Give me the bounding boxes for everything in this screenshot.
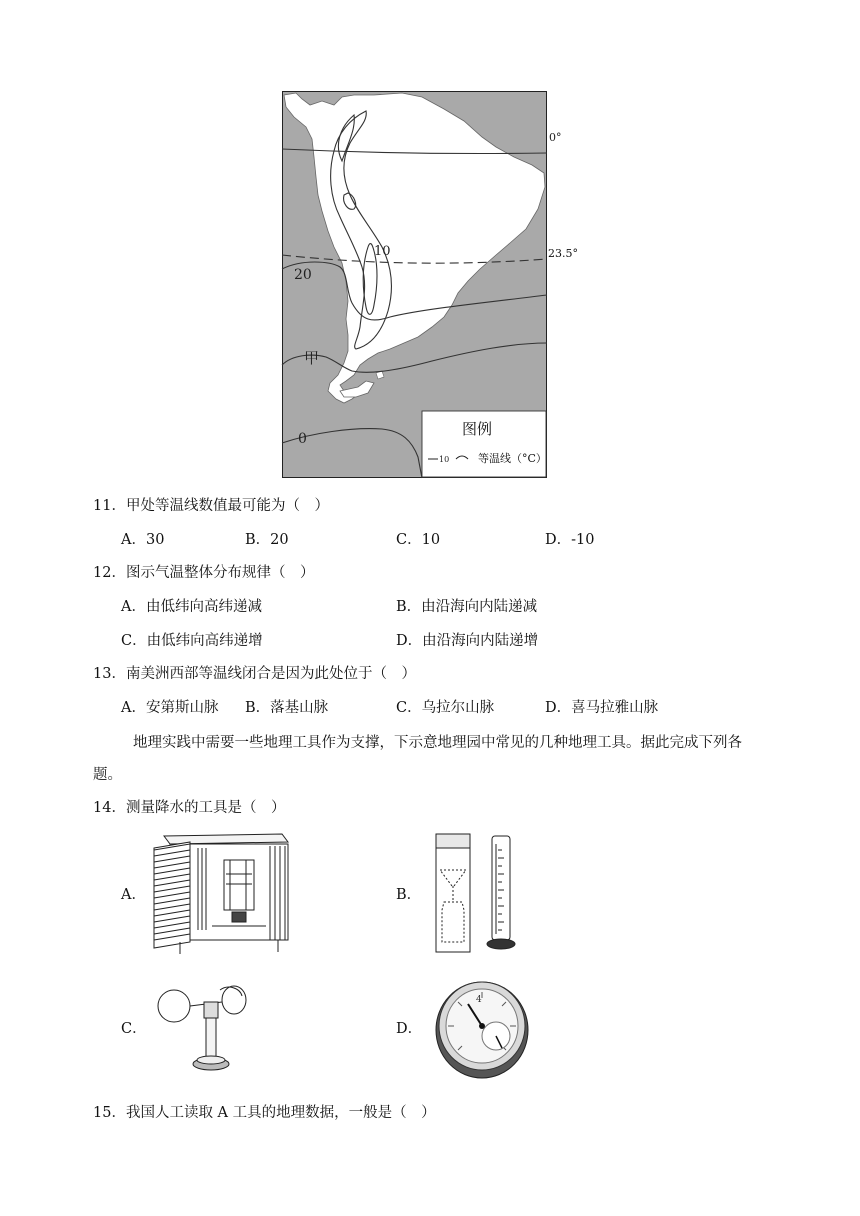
option-c-label[interactable]: C． <box>121 1021 147 1037</box>
option-b-label[interactable]: B． <box>396 887 422 903</box>
option-d[interactable]: D．喜马拉雅山脉 <box>545 700 659 716</box>
option-b[interactable]: B．由沿海向内陆递减 <box>396 599 538 615</box>
rain-gauge-image[interactable] <box>432 830 532 956</box>
legend-sample-value: 10 <box>439 455 450 464</box>
question-text: 图示气温整体分布规律（ ） <box>125 565 315 581</box>
option-a[interactable]: A．由低纬向高纬递减 <box>121 599 262 615</box>
question-text: 我国人工读取 A 工具的地理数据，一般是（ ） <box>125 1105 436 1121</box>
option-c[interactable]: C．10 <box>396 532 441 548</box>
question-number: 15． <box>93 1105 126 1121</box>
option-d[interactable]: D．由沿海向内陆递增 <box>396 633 539 649</box>
option-c[interactable]: C．乌拉尔山脉 <box>396 700 495 716</box>
map-svg <box>282 91 562 478</box>
option-d[interactable]: D．-10 <box>545 532 595 548</box>
jia-label: 甲 <box>304 349 320 367</box>
iso0-label: 0 <box>298 431 307 447</box>
hygrometer-dial-image[interactable] <box>432 972 532 1082</box>
question-text: 南美洲西部等温线闭合是因为此处位于（ ） <box>125 666 416 682</box>
anemometer-icon <box>150 978 250 1078</box>
option-b[interactable]: B．20 <box>245 532 289 548</box>
dial-number: 4 <box>476 995 482 1005</box>
anemometer-image[interactable] <box>150 978 250 1078</box>
map-legend <box>422 411 547 477</box>
question-11 <box>93 496 329 516</box>
iso20-label: 20 <box>294 267 312 283</box>
south-america-isotherm-map <box>282 91 578 478</box>
question-number: 12． <box>93 565 126 581</box>
question-14 <box>93 798 285 818</box>
legend-title: 图例 <box>462 420 493 438</box>
option-b[interactable]: B．落基山脉 <box>245 700 329 716</box>
question-12 <box>93 563 314 583</box>
intro-paragraph-line1: 地理实践中需要一些地理工具作为支撑，下示意地理园中常见的几种地理工具。据此完成下列各 <box>133 735 742 751</box>
tropic-label: 23.5° <box>548 247 578 260</box>
question-number: 14． <box>93 800 126 816</box>
stevenson-screen-icon <box>150 830 292 956</box>
option-d-label[interactable]: D． <box>396 1021 423 1037</box>
question-text: 测量降水的工具是（ ） <box>125 800 286 816</box>
option-a-label[interactable]: A． <box>121 887 146 903</box>
question-13 <box>93 664 416 684</box>
intro-paragraph-line2: 题。 <box>93 767 122 783</box>
stevenson-screen-image[interactable] <box>150 830 292 956</box>
hygrometer-dial-icon <box>432 972 532 1082</box>
question-number: 13． <box>93 666 126 682</box>
question-15 <box>93 1103 436 1123</box>
option-c[interactable]: C．由低纬向高纬递增 <box>121 633 263 649</box>
question-number: 11． <box>93 498 126 514</box>
question-text: 甲处等温线数值最可能为（ ） <box>125 498 329 514</box>
iso10-label: 10 <box>374 244 391 259</box>
legend-item-label: 等温线（°C） <box>478 452 547 465</box>
option-a[interactable]: A．30 <box>121 532 165 548</box>
equator-label: 0° <box>549 131 562 144</box>
rain-gauge-icon <box>432 830 532 956</box>
option-a[interactable]: A．安第斯山脉 <box>121 700 219 716</box>
